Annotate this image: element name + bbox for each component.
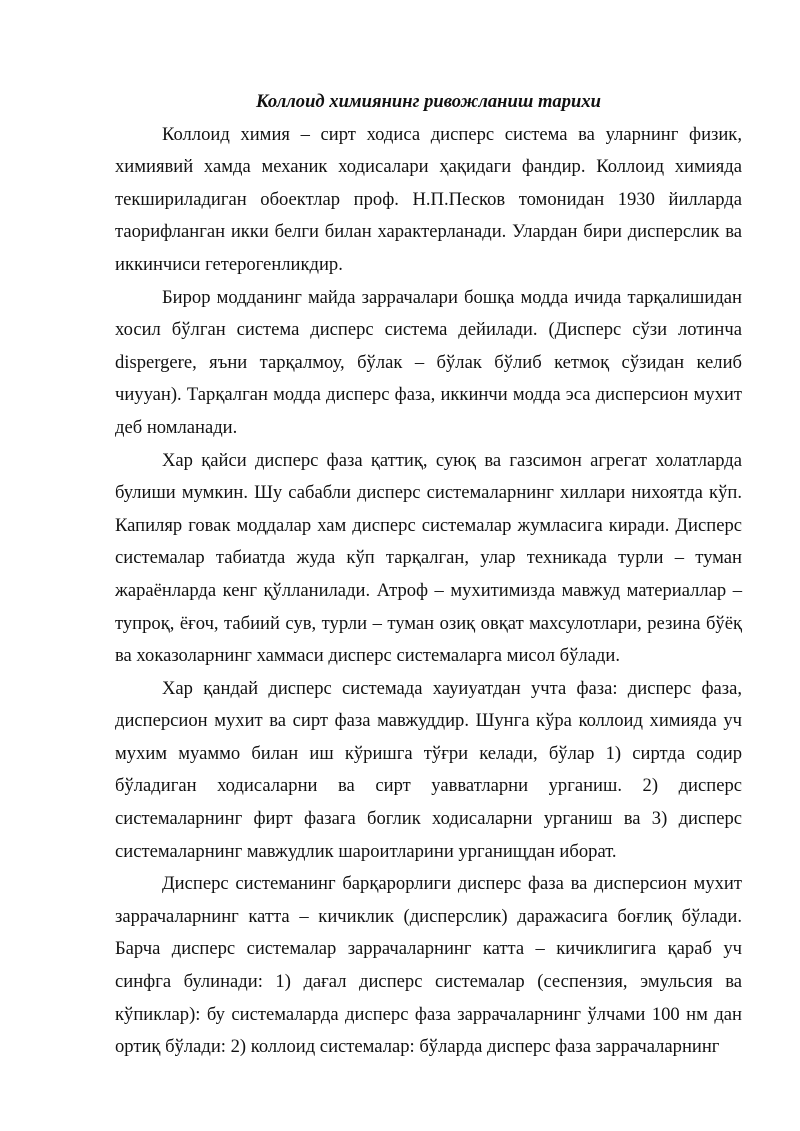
paragraph-4: Хар қандай дисперс системада хауиуатдан учта фаза: дисперс фаза, дисперсион мухит ва сирт фаза мавжуддир. Шунга кўра коллоид химияда уч мухим муаммо билан иш кўришга тўғри келади, бўлар 1) сиртда содир бўладиган ходисаларни ва сирт уавватларни урганиш. 2) дисперс системаларнинг фирт фазага боглик ходисаларни урганиш ва 3) дисперс системаларнинг мавжудлик шароитларини урганищдан иборат. — [115, 677, 742, 862]
document-title: Коллоид химиянинг ривожланиш тарихи — [255, 91, 602, 112]
paragraph-5: Дисперс системанинг барқарорлиги дисперс фаза ва дисперсион мухит заррачаларнинг катта – кичиклик (дисперслик) даражасига боғлиқ бўлади. Барча дисперс системалар заррачаларнинг катта – кичиклигига қараб уч синфга булинади: 1) дағал дисперс системалар (сеспензия, эмульсия ва кўпиклар): бу системаларда дисперс фаза заррачаларнинг ўлчами 100 нм дан ортиқ бўлади: 2) коллоид системалар: бўларда дисперс фаза заррачаларнинг — [115, 873, 742, 1058]
paragraph-1: Коллоид химия – сирт ходиса дисперс система ва уларнинг физик, химиявий хамда механик ходисалари ҳақидаги фандир. Коллоид химияда текшириладиган обоектлар проф. Н.П.Песков томонидан 1930 йилларда таорифланган икки белги билан характерланади. Улардан бири дисперслик ва иккинчиси гетерогенликдир. — [115, 123, 742, 275]
paragraph-3: Хар қайси дисперс фаза қаттиқ, суюқ ва газсимон агрегат холатларда булиши мумкин. Шу сабабли дисперс системаларнинг хиллари нихоятда кўп. Капиляр говак моддалар хам дисперс системалар жумласига киради. Дисперс системалар табиатда жуда кўп тарқалган, улар техникада турли – туман жараёнларда кенг қўлланилади. Атроф – мухитимизда мавжуд материаллар – тупроқ, ёғоч, табиий сув, турли – туман озиқ овқат махсулотлари, резина бўёқ ва хоказоларнинг хаммаси дисперс системаларга мисол бўлади. — [115, 449, 742, 667]
document-page — [115, 86, 742, 1064]
paragraph-2: Бирор модданинг майда заррачалари бошқа модда ичида тарқалишидан хосил бўлган система дисперс система дейилади. (Дисперс сўзи лотинча dispergere, яъни тарқалмоу, бўлак – бўлак бўлиб кетмоқ сўзидан келиб чиууан). Тарқалган модда дисперс фаза, иккинчи модда эса дисперсион мухит деб номланади. — [115, 286, 742, 438]
